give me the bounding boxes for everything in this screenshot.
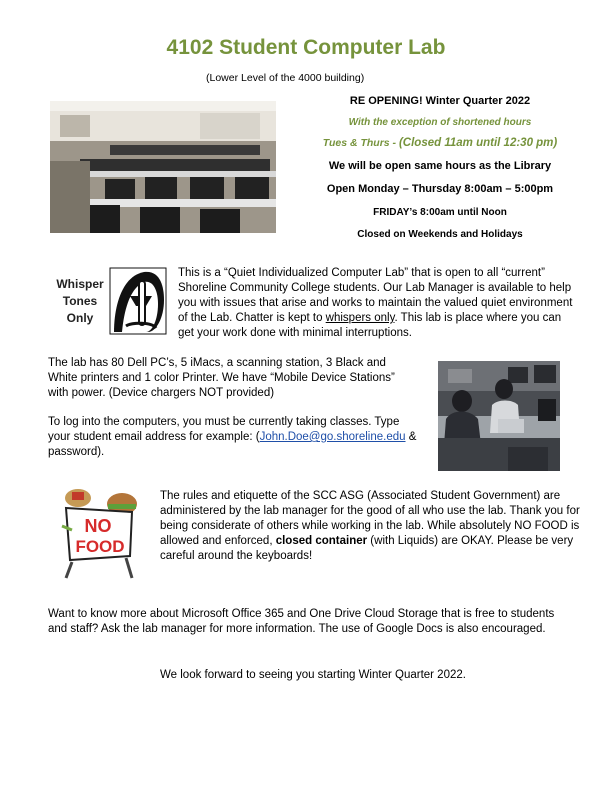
login-paragraph <box>48 415 418 460</box>
page-title: 4102 Student Computer Lab <box>166 36 446 59</box>
closed-container-text: closed container <box>275 535 368 547</box>
intro-text-1: This is a “Quiet Individualized Computer Lab” that is open to all “current” Shoreline Community College students. Our Lab Manager is available to help you with issues that arise and works to maintain the valued quiet environment of the Lab. Chatter is kept to <box>178 267 573 324</box>
rules-text-1: The rules and etiquette of the SCC ASG (Associated Student Government) are administered by the lab manager for the good of all who use the lab. Thank you for being considerate of others while working in the lab. While absolutely NO FOOD is allowed and enforced, <box>160 490 580 547</box>
equipment-paragraph: The lab has 80 Dell PC’s, 5 iMacs, a scanning station, 3 Black and White printers and 1 color Printer. We have “Mobile Device Stations” with power. (Device chargers NOT provided) <box>48 357 395 399</box>
whisper-sign-image <box>52 266 170 336</box>
example-email-link[interactable]: John.Doe@go.shoreline.edu <box>259 431 406 443</box>
friday-hours: FRIDAY’s 8:00am until Noon <box>373 207 507 218</box>
tues-thurs-closed: (Closed 11am until 12:30 pm) <box>398 137 558 149</box>
exception-note: With the exception of shortened hours <box>348 117 532 128</box>
page-subtitle: (Lower Level of the 4000 building) <box>206 72 365 84</box>
whisper-line-3: Only <box>66 311 94 325</box>
shush-face-icon <box>110 268 166 334</box>
login-text-2: & password). <box>48 431 417 458</box>
login-text-1: To log into the computers, you must be currently taking classes. Type your student email address for example: ( <box>48 416 400 443</box>
weekend-closed-note: Closed on Weekends and Holidays <box>357 229 523 240</box>
no-food-line-1: NO <box>84 516 112 536</box>
intro-text-2: . This lab is place where you can get your work done with minimal interruptions. <box>178 312 562 339</box>
no-food-line-2: FOOD <box>75 537 125 556</box>
no-food-sign-image <box>60 486 140 580</box>
tues-thurs-hours <box>280 137 600 149</box>
office-365-paragraph: Want to know more about Microsoft Office 365 and One Drive Cloud Storage that is free to students and staff? Ask the lab manager for more information. The use of Google Docs is also encouraged. <box>48 608 555 635</box>
students-working-photo <box>438 361 560 471</box>
rules-paragraph <box>160 489 580 564</box>
mon-thu-hours: Open Monday – Thursday 8:00am – 5:00pm <box>326 183 554 195</box>
whisper-line-1: Whisper <box>56 277 104 291</box>
closing-line: We look forward to seeing you starting Winter Quarter 2022. <box>160 669 466 681</box>
computer-lab-photo <box>50 101 276 233</box>
reopening-heading: RE OPENING! Winter Quarter 2022 <box>349 95 531 107</box>
whispers-only-text: whispers only <box>325 312 395 324</box>
whisper-line-2: Tones <box>62 294 98 308</box>
lab-intro-paragraph <box>178 266 578 341</box>
library-hours-note: We will be open same hours as the Library <box>328 160 552 172</box>
rules-text-2: (with Liquids) are OKAY. Please be very careful around the keyboards! <box>160 535 574 562</box>
tues-thurs-label: Tues & Thurs - <box>322 137 399 149</box>
